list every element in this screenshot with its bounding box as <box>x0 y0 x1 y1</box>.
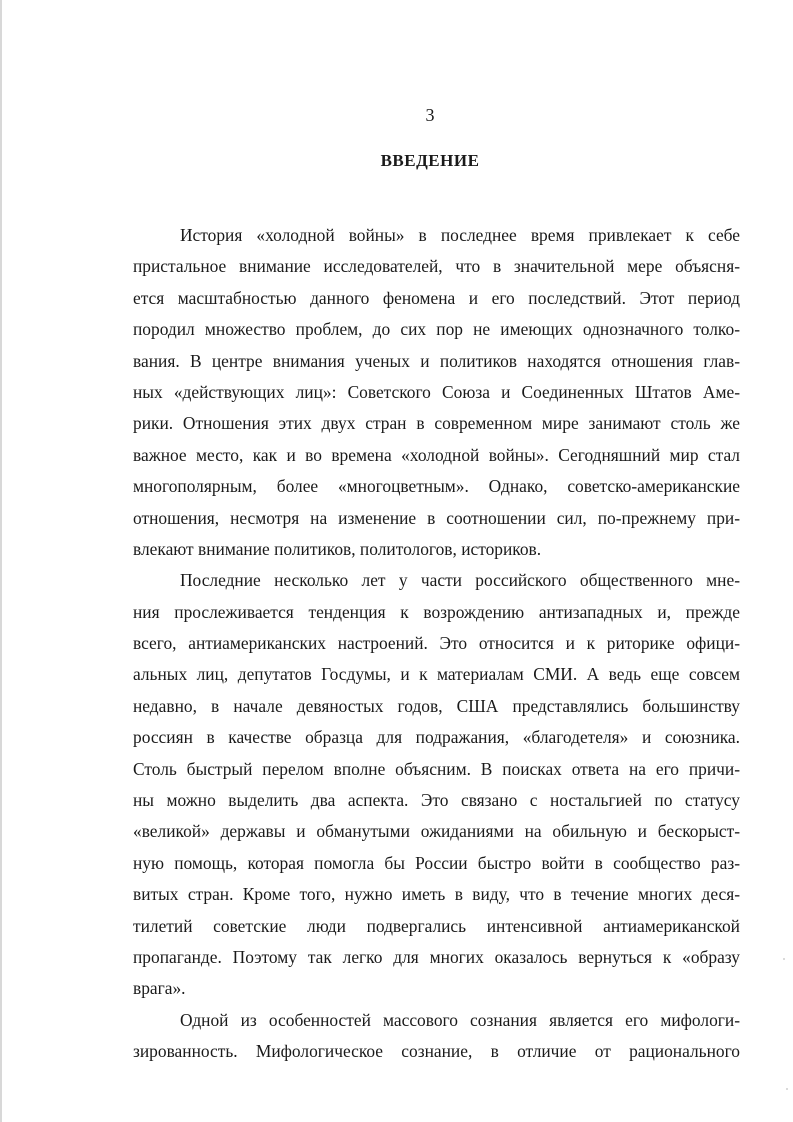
text-line: ных «действующих лиц»: Советского Союза и Соединенных Штатов Аме- <box>133 381 740 402</box>
text-line: всего, антиамериканских настроений. Это относится и к риторике офици- <box>133 633 740 654</box>
text-line: ны можно выделить два аспекта. Это связано с ностальгией по статусу <box>133 790 740 811</box>
text-line: «великой» державы и обманутыми ожиданиями на обильную и бескорыст- <box>133 821 740 842</box>
section-heading: ВВЕДЕНИЕ <box>380 151 480 170</box>
scan-speck <box>786 1088 788 1090</box>
text-line: Последние несколько лет у части российского общественного мне- <box>180 570 740 591</box>
body-text <box>133 220 740 1068</box>
text-line: врага». <box>133 978 186 999</box>
text-line: отношения, несмотря на изменение в соотношении сил, по-прежнему при- <box>133 507 740 528</box>
text-line: ную помощь, которая помогла бы России быстро войти в сообщество раз- <box>133 852 740 873</box>
text-line: важное место, как и во времена «холодной войны». Сегодняшний мир стал <box>133 444 740 465</box>
text-line: тилетий советские люди подвергались интенсивной антиамериканской <box>133 915 740 936</box>
text-line: недавно, в начале девяностых годов, США представлялись большинству <box>133 695 740 716</box>
text-line: зированность. Мифологическое сознание, в отличие от рационального <box>133 1041 740 1062</box>
text-line: пристальное внимание исследователей, что в значительной мере объясня- <box>133 256 740 277</box>
text-line: вания. В центре внимания ученых и политиков находятся отношения глав- <box>133 350 740 371</box>
page-number: 3 <box>425 105 435 125</box>
text-line: россиян в качестве образца для подражания, «благодетеля» и союзника. <box>133 727 740 748</box>
text-line: витых стран. Кроме того, нужно иметь в виду, что в течение многих деся- <box>133 884 740 905</box>
text-line: Одной из особенностей массового сознания является его мифологи- <box>180 1009 740 1030</box>
text-line: ния прослеживается тенденция к возрождению антизападных и, прежде <box>133 601 740 622</box>
text-line: Столь быстрый перелом вполне объясним. В поисках ответа на его причи- <box>133 758 740 779</box>
text-line: История «холодной войны» в последнее время привлекает к себе <box>180 225 740 245</box>
text-line: ется масштабностью данного феномена и его последствий. Этот период <box>133 287 740 308</box>
text-line: рики. Отношения этих двух стран в современном мире занимают столь же <box>133 413 740 434</box>
text-line: многополярным, более «многоцветным». Однако, советско-американские <box>133 476 740 497</box>
scan-speck <box>783 958 785 960</box>
text-line: пропаганде. Поэтому так легко для многих оказалось вернуться к «образу <box>133 946 740 967</box>
text-line: альных лиц, депутатов Госдумы, и к материалам СМИ. А ведь еще совсем <box>133 664 740 685</box>
text-line: породил множество проблем, до сих пор не имеющих однозначного толко- <box>133 319 740 340</box>
text-line: влекают внимание политиков, политологов, историков. <box>133 538 542 559</box>
